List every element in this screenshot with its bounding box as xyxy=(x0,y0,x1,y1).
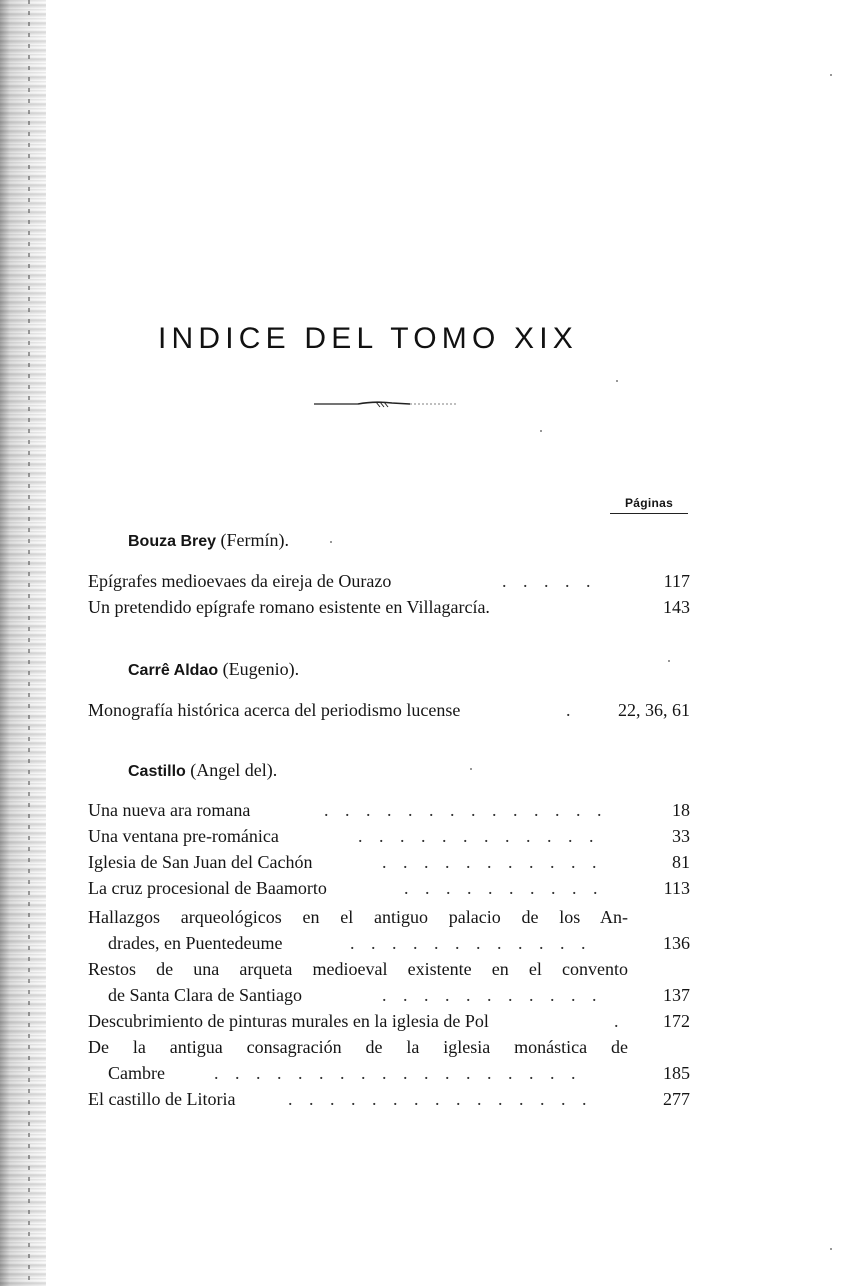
entry-pages: 22, 36, 61 xyxy=(618,700,690,720)
index-entry xyxy=(88,875,690,901)
entry-title: El castillo de Litoria xyxy=(88,1089,236,1109)
entry-title: Una ventana pre-románica xyxy=(88,826,279,846)
title-ornament-rule xyxy=(314,398,456,410)
author-surname: Bouza Brey xyxy=(128,533,217,550)
entry-title: Iglesia de San Juan del Cachón xyxy=(88,852,313,872)
entry-pages: 81 xyxy=(672,852,690,872)
leader-dots: . xyxy=(614,1011,625,1031)
pages-column-header: Páginas xyxy=(610,496,688,514)
entry-title-continuation: de Santa Clara de Santiago xyxy=(108,985,302,1005)
entry-title-line1: Hallazgos arqueológicos en el antiguo palacio de los An- xyxy=(88,907,628,927)
leader-dots: . . . . . . . . . . xyxy=(404,878,604,898)
entry-title-continuation: Cambre xyxy=(108,1063,165,1083)
entry-pages: 18 xyxy=(672,800,690,820)
author-heading xyxy=(128,659,299,680)
leader-dots: . . . . . . . . . . . . xyxy=(358,826,600,846)
scan-speck xyxy=(330,541,332,543)
leader-dots: . . . . . . . . . . . xyxy=(382,852,603,872)
scan-speck xyxy=(830,1248,832,1250)
index-entry xyxy=(88,797,690,823)
index-entry xyxy=(88,823,690,849)
entry-title: La cruz procesional de Baamorto xyxy=(88,878,327,898)
leader-dots: . . . . . . . . . . . . . . . . . . xyxy=(214,1063,582,1083)
index-entry xyxy=(88,849,690,875)
entry-pages: 117 xyxy=(663,571,690,591)
index-entry xyxy=(88,982,690,1008)
author-given-name: (Angel del). xyxy=(190,760,278,780)
leader-dots: . . . . . . . . . . . . xyxy=(350,933,592,953)
index-entry xyxy=(88,930,690,956)
entry-title: Descubrimiento de pinturas murales en la iglesia de Pol xyxy=(88,1011,489,1031)
leader-dots: . xyxy=(566,700,577,720)
binding-edge xyxy=(28,0,30,1286)
index-entry xyxy=(88,568,690,594)
scan-speck xyxy=(830,74,832,76)
index-entry xyxy=(88,1086,690,1112)
index-entry xyxy=(88,594,690,620)
leader-dots: . . . . . xyxy=(502,571,597,591)
index-entry xyxy=(88,1008,690,1034)
page-title: INDICE DEL TOMO XIX xyxy=(158,322,578,355)
entry-pages: 172 xyxy=(663,1011,690,1031)
scan-speck xyxy=(540,430,542,432)
author-given-name: (Eugenio). xyxy=(222,659,300,679)
entry-title-continuation: drades, en Puentedeume xyxy=(108,933,283,953)
scan-speck xyxy=(470,768,472,770)
entry-pages: 136 xyxy=(663,933,690,953)
entry-title: Epígrafes medioevaes da eireja de Ourazo xyxy=(88,571,392,591)
entry-pages: 113 xyxy=(663,878,690,898)
entry-pages: 185 xyxy=(663,1063,690,1083)
entry-pages: 143 xyxy=(663,597,690,617)
page-gutter-shadow xyxy=(0,0,46,1286)
entry-title: Monografía histórica acerca del periodismo lucense xyxy=(88,700,461,720)
author-surname: Carrê Aldao xyxy=(128,662,219,679)
entry-title: Un pretendido epígrafe romano esistente en Villagarcía. xyxy=(88,597,490,617)
leader-dots: . . . . . . . . . . . . . . . xyxy=(288,1089,593,1109)
entry-title: Una nueva ara romana xyxy=(88,800,251,820)
author-heading xyxy=(128,530,289,551)
index-entry xyxy=(88,1060,690,1086)
entry-pages: 33 xyxy=(672,826,690,846)
author-surname: Castillo xyxy=(128,763,186,780)
leader-dots: . . . . . . . . . . . . . . xyxy=(324,800,608,820)
entry-pages: 277 xyxy=(663,1089,690,1109)
entry-pages: 137 xyxy=(663,985,690,1005)
entry-title-line1: Restos de una arqueta medioeval existente en el convento xyxy=(88,959,628,979)
entry-title-line1: De la antigua consagración de la iglesia monástica de xyxy=(88,1037,628,1057)
index-entry xyxy=(88,697,690,723)
author-given-name: (Fermín). xyxy=(220,530,290,550)
leader-dots: . . . . . . . . . . . xyxy=(382,985,603,1005)
author-heading xyxy=(128,760,277,781)
scan-speck xyxy=(668,660,670,662)
scan-speck xyxy=(616,380,618,382)
